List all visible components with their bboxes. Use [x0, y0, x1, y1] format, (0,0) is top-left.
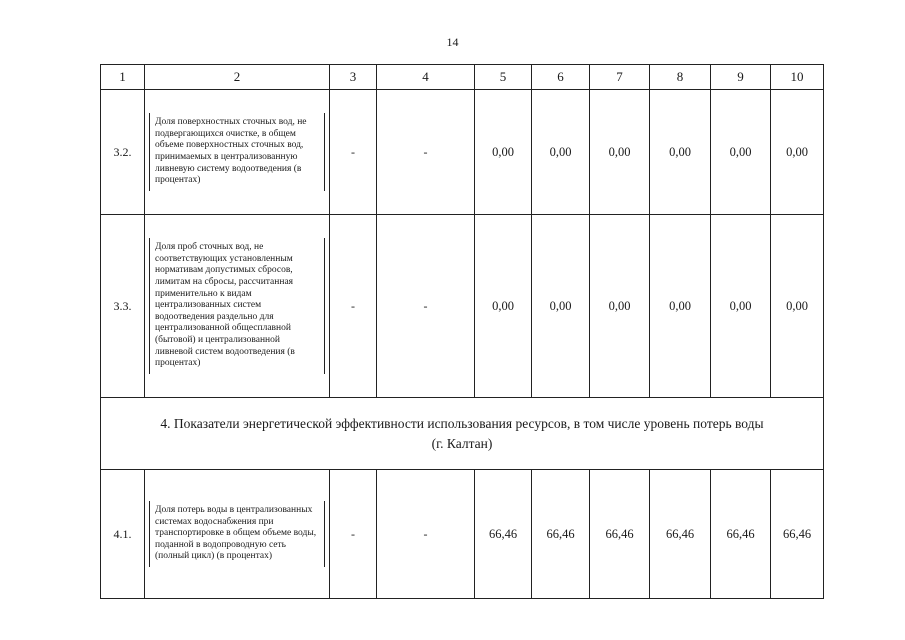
cell-col3: - [330, 90, 377, 215]
value-cell: 66,46 [711, 470, 771, 599]
indicator-name-text: Доля проб сточных вод, не соответствующих установленным нормативам допустимых сбросов, лимитам на сбросы, рассчитанная применительно к видам централизованных систем водоотведения раздельно для централизованной общесплавной (бытовой) и централизованной ливневой систем водоотведения (в процентах) [149, 238, 325, 373]
header-cell: 10 [771, 65, 824, 90]
value-cell: 66,46 [590, 470, 650, 599]
value-cell: 0,00 [711, 215, 771, 398]
indicators-table [100, 64, 824, 599]
cell-col4: - [377, 470, 475, 599]
section-row [101, 398, 824, 470]
section-subtitle: (г. Калтан) [431, 435, 493, 451]
value-cell: 0,00 [771, 90, 824, 215]
header-row [101, 65, 824, 90]
table-row [101, 470, 824, 599]
value-cell: 66,46 [771, 470, 824, 599]
value-cell: 0,00 [650, 90, 711, 215]
row-number: 3.3. [101, 215, 145, 398]
value-cell: 66,46 [475, 470, 532, 599]
header-cell: 7 [590, 65, 650, 90]
header-cell: 1 [101, 65, 145, 90]
value-cell: 0,00 [590, 215, 650, 398]
section-heading [101, 398, 824, 470]
value-cell: 0,00 [771, 215, 824, 398]
indicator-name-text: Доля потерь воды в централизованных системах водоснабжения при транспортировке в общем объеме воды, поданной в водопроводную сеть (полный цикл) (в процентах) [149, 501, 325, 567]
page-number: 14 [446, 35, 459, 49]
value-cell: 0,00 [650, 215, 711, 398]
value-cell: 66,46 [532, 470, 590, 599]
row-number: 3.2. [101, 90, 145, 215]
cell-col3: - [330, 215, 377, 398]
header-cell: 8 [650, 65, 711, 90]
header-cell: 4 [377, 65, 475, 90]
indicator-name [145, 470, 330, 599]
indicator-name [145, 215, 330, 398]
value-cell: 0,00 [475, 215, 532, 398]
value-cell: 0,00 [711, 90, 771, 215]
header-cell: 6 [532, 65, 590, 90]
header-cell: 9 [711, 65, 771, 90]
table-row [101, 215, 824, 398]
section-title: 4. Показатели энергетической эффективности использования ресурсов, в том числе уровень потерь воды [160, 415, 764, 431]
value-cell: 0,00 [590, 90, 650, 215]
cell-col4: - [377, 215, 475, 398]
header-cell: 2 [145, 65, 330, 90]
value-cell: 0,00 [532, 90, 590, 215]
indicator-name [145, 90, 330, 215]
table-row [101, 90, 824, 215]
header-cell: 5 [475, 65, 532, 90]
value-cell: 0,00 [475, 90, 532, 215]
indicator-name-text: Доля поверхностных сточных вод, не подвергающихся очистке, в общем объеме поверхностных сточных вод, принимаемых в централизованную ливневую систему водоотведения (в процентах) [149, 113, 325, 190]
header-cell: 3 [330, 65, 377, 90]
cell-col4: - [377, 90, 475, 215]
cell-col3: - [330, 470, 377, 599]
value-cell: 0,00 [532, 215, 590, 398]
row-number: 4.1. [101, 470, 145, 599]
value-cell: 66,46 [650, 470, 711, 599]
